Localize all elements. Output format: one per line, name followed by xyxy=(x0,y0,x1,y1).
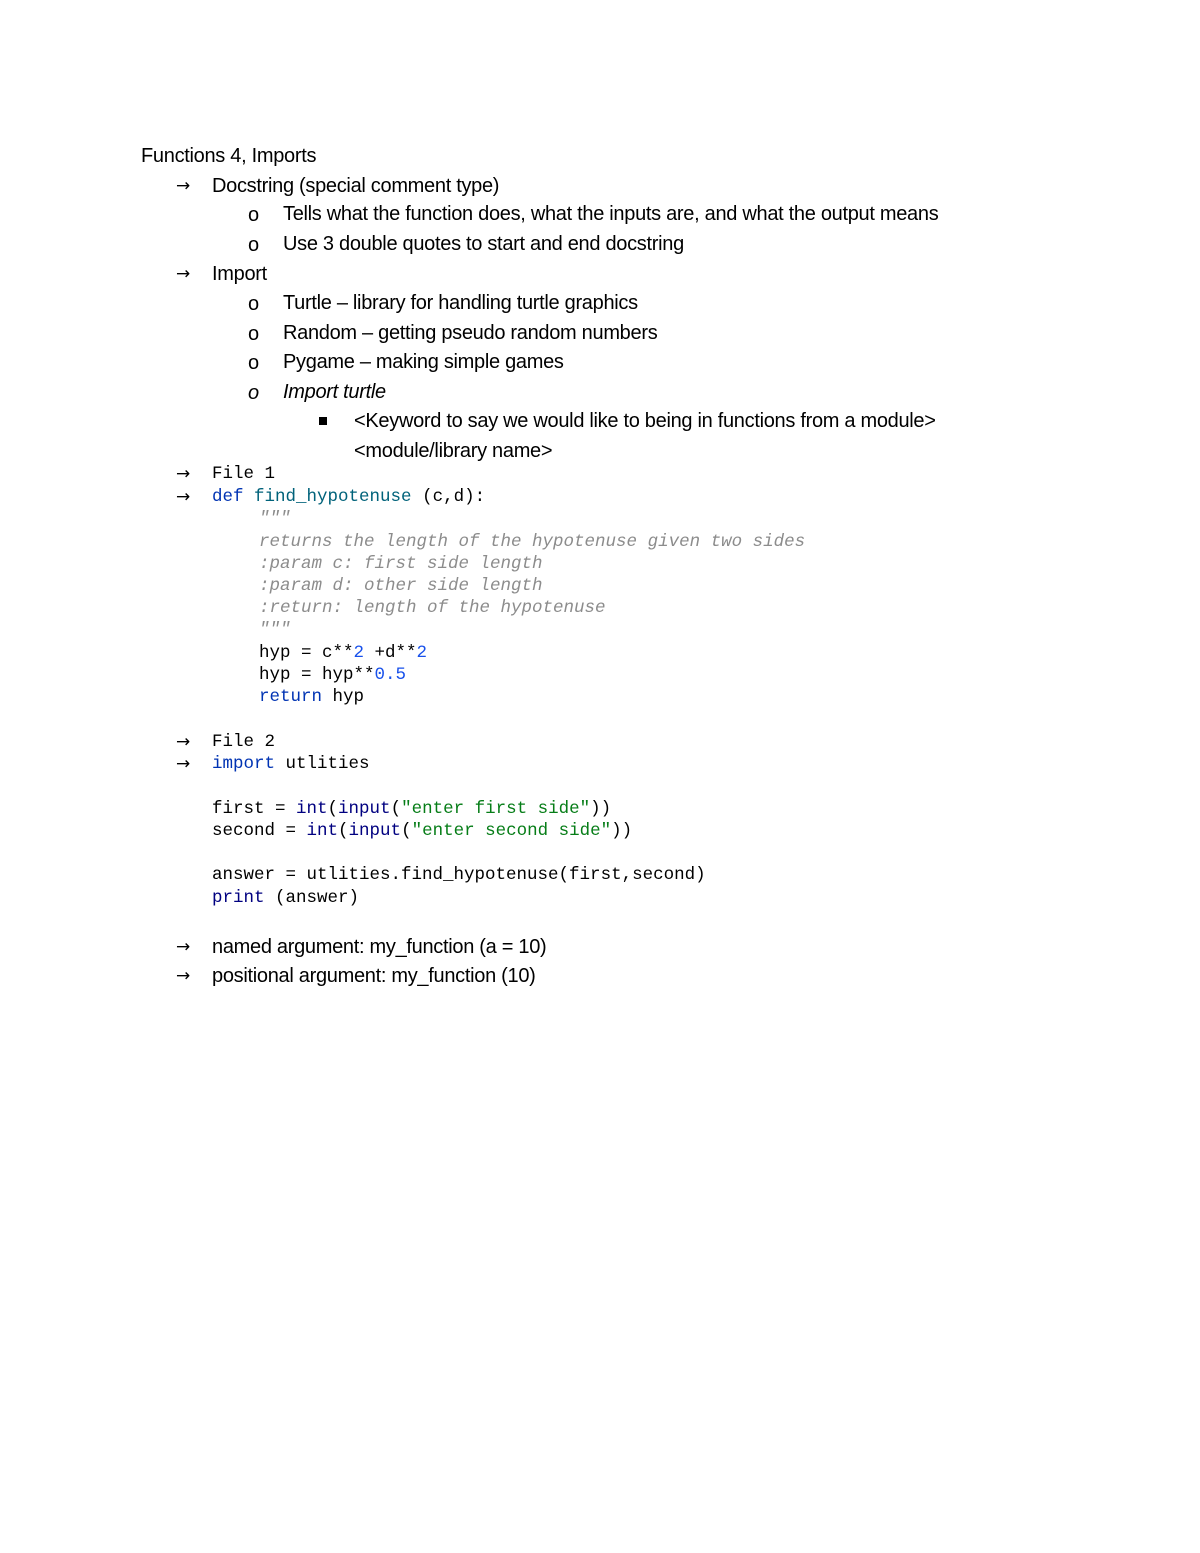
print-line xyxy=(212,887,359,909)
circle-bullet-icon: o xyxy=(248,382,260,404)
code-text: hyp = hyp** xyxy=(259,665,375,685)
square-bullet-icon xyxy=(319,417,327,425)
import-heading: Import xyxy=(212,263,267,285)
number-literal: 0.5 xyxy=(374,665,407,685)
docstring-line: :return: length of the hypotenuse xyxy=(259,598,606,618)
code-text: )) xyxy=(590,799,612,819)
circle-bullet-icon: o xyxy=(248,204,260,226)
circle-bullet-icon: o xyxy=(248,293,260,315)
code-text: second = xyxy=(212,821,307,841)
arrow-icon: → xyxy=(176,487,191,507)
import-item: Random – getting pseudo random numbers xyxy=(283,322,658,344)
circle-bullet-icon: o xyxy=(248,323,260,345)
circle-bullet-icon: o xyxy=(248,352,260,374)
function-name: find_hypotenuse xyxy=(254,487,412,507)
string-literal: "enter second side" xyxy=(411,821,612,841)
arrow-icon: → xyxy=(176,732,191,752)
def-line xyxy=(212,486,485,508)
code-text: ( xyxy=(390,799,402,819)
import-line xyxy=(212,753,370,775)
code-text: ( xyxy=(338,821,349,841)
string-literal: "enter first side" xyxy=(401,799,591,819)
docstring-heading: Docstring (special comment type) xyxy=(212,175,500,197)
positional-argument-note: positional argument: my_function (10) xyxy=(212,965,536,987)
number-literal: 2 xyxy=(416,643,428,663)
int-builtin: int xyxy=(296,799,328,819)
code-text: hyp xyxy=(322,687,365,707)
number-literal: 2 xyxy=(353,643,365,663)
answer-line: answer = utlities.find_hypotenuse(first,second) xyxy=(212,865,706,885)
second-input-line xyxy=(212,820,632,842)
module-name: utlities xyxy=(275,754,370,774)
docstring-item: Use 3 double quotes to start and end docstring xyxy=(283,233,684,255)
arrow-icon: → xyxy=(176,264,191,284)
input-builtin: input xyxy=(348,821,402,841)
arrow-icon: → xyxy=(176,754,191,774)
code-text: first = xyxy=(212,799,297,819)
import-item: Pygame – making simple games xyxy=(283,351,564,373)
arrow-icon: → xyxy=(176,937,191,957)
hyp-line-1 xyxy=(259,642,427,664)
code-text: ( xyxy=(327,799,339,819)
hyp-line-2 xyxy=(259,664,406,686)
docstring-close-quotes: """ xyxy=(259,620,291,640)
file1-label: File 1 xyxy=(212,464,276,484)
code-text: (answer) xyxy=(264,888,360,908)
return-line xyxy=(259,686,364,708)
docstring-open-quotes: """ xyxy=(259,509,291,529)
function-params: (c,d): xyxy=(411,487,486,507)
import-item-italic: Import turtle xyxy=(283,381,386,403)
import-subitem-line1: <Keyword to say we would like to being in functions from a module> xyxy=(354,410,936,432)
circle-bullet-icon: o xyxy=(248,234,260,256)
import-item: Turtle – library for handling turtle graphics xyxy=(283,292,638,314)
int-builtin: int xyxy=(306,821,339,841)
docstring-line: returns the length of the hypotenuse given two sides xyxy=(259,532,806,552)
return-keyword: return xyxy=(259,687,323,707)
arrow-icon: → xyxy=(176,176,191,196)
def-keyword: def xyxy=(212,487,244,507)
file2-label: File 2 xyxy=(212,732,276,752)
code-text: )) xyxy=(611,821,633,841)
docstring-item: Tells what the function does, what the inputs are, and what the output means xyxy=(283,203,939,225)
input-builtin: input xyxy=(338,799,391,819)
docstring-line: :param d: other side length xyxy=(259,576,543,596)
arrow-icon: → xyxy=(176,966,191,986)
import-subitem-line2: <module/library name> xyxy=(354,440,553,462)
first-input-line xyxy=(212,798,611,820)
code-text: ( xyxy=(401,821,412,841)
arrow-icon: → xyxy=(176,464,191,484)
docstring-line: :param c: first side length xyxy=(259,554,543,574)
import-keyword: import xyxy=(212,754,276,774)
page-title: Functions 4, Imports xyxy=(141,145,317,167)
named-argument-note: named argument: my_function (a = 10) xyxy=(212,936,547,958)
print-builtin: print xyxy=(212,888,265,908)
code-text: hyp = c** xyxy=(259,643,354,663)
code-text: +d** xyxy=(364,643,417,663)
